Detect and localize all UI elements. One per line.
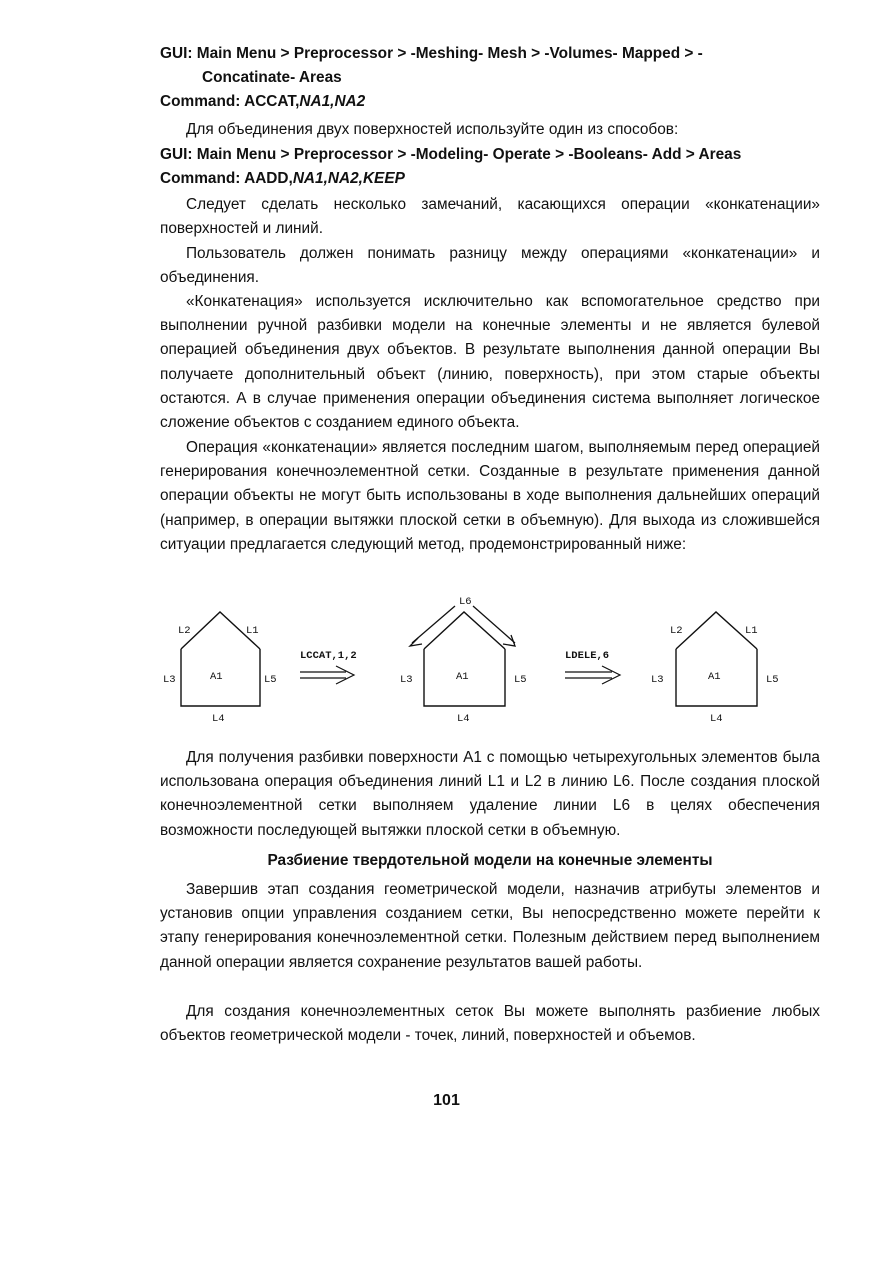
- gui-path-add-line: GUI: Main Menu > Preprocessor > -Modeling- Operate > -Booleans- Add > Areas: [160, 146, 742, 163]
- gui-path-line1: GUI: Main Menu > Preprocessor > -Meshing- Mesh > -Volumes- Mapped > -: [160, 45, 703, 62]
- command-accat-prefix: Command: ACCAT,: [160, 93, 300, 111]
- label-l3-b: L3: [400, 674, 413, 686]
- page-number: 101: [433, 1092, 460, 1109]
- paragraph-section-1: Завершив этап создания геометрической модели, назначив атрибуты элементов и установив опции управления созданием сетки, Вы непосредственно можете перейти к этапу генерирования конечноэлементной сетки. Полезным действием перед выполнением данной операции является сохранение результатов вашей работы.: [160, 881, 820, 971]
- label-l1-c: L1: [745, 625, 758, 637]
- paragraph-difference: Пользователь должен понимать разницу между операциями «конкатенации» и объединения.: [160, 245, 820, 287]
- gui-path-add-areas: [160, 143, 820, 191]
- label-l5-a: L5: [264, 674, 277, 686]
- paragraph-concatenation-definition: «Конкатенация» используется исключительно как вспомогательное средство при выполнении ручной разбивки модели на конечные элементы и не является булевой операцией объединения двух объектов. В результате выполнения данной операции Вы получаете дополнительный объект (линию, поверхность), при этом старые объекты остаются. А в случае применения операции объединения система выполняет логическое сложение объектов с созданием единого объекта.: [160, 293, 820, 432]
- label-l5-b: L5: [514, 674, 527, 686]
- arrow-lccat: [300, 650, 357, 684]
- label-a1-c: A1: [708, 671, 721, 683]
- gui-path-line2: Concatinate- Areas: [202, 69, 342, 87]
- house-after: [651, 612, 779, 725]
- command-aadd-prefix: Command: AADD,: [160, 170, 293, 188]
- label-l2-c: L2: [670, 625, 683, 637]
- label-l6: L6: [459, 596, 472, 608]
- arrow-ldele-label: LDELE,6: [565, 650, 610, 662]
- intro-union-text: Для объединения двух поверхностей используйте один из способов:: [186, 121, 679, 138]
- section-heading: Разбиение твердотельной модели на конечные элементы: [267, 852, 713, 869]
- paragraph-section-2: Для создания конечноэлементных сеток Вы можете выполнять разбиение любых объектов геометрической модели - точек, линий, поверхностей и объемов.: [160, 1003, 820, 1045]
- command-accat-args: NA1,NA2: [299, 93, 366, 111]
- label-l4-c: L4: [710, 713, 723, 725]
- label-l4-a: L4: [212, 713, 225, 725]
- label-a1-a: A1: [210, 671, 223, 683]
- label-a1-b: A1: [456, 671, 469, 683]
- house-concatenated-roof: [424, 612, 505, 649]
- label-l3-a: L3: [163, 674, 176, 686]
- command-accat: [160, 90, 820, 114]
- label-l2-a: L2: [178, 625, 191, 637]
- paragraph-remarks: Следует сделать несколько замечаний, касающихся операции «конкатенации» поверхностей и линий.: [160, 196, 820, 238]
- label-l3-c: L3: [651, 674, 664, 686]
- label-l5-c: L5: [766, 674, 779, 686]
- house-before: [163, 612, 277, 725]
- arrow-ldele: [565, 650, 620, 684]
- paragraph-concatenation-last-step: Операция «конкатенации» является последним шагом, выполняемым перед операцией генерирования конечноэлементной сетки. Созданные в результате применения данной операции объекты не могут быть использованы в ходе выполнения дальнейших операций (например, в операции вытяжки плоской сетки в объемную). Для выхода из сложившейся ситуации предлагается следующий метод, продемонстрированный ниже:: [160, 439, 820, 553]
- line-l6-right: [473, 606, 515, 643]
- label-l1-a: L1: [246, 625, 259, 637]
- line-l6-left: [412, 606, 455, 643]
- paragraph-after-diagram: Для получения разбивки поверхности A1 с помощью четырехугольных элементов была использована операция объединения линий L1 и L2 в линию L6. После создания плоской конечноэлементной сетки выполняем удаление линии L6 в целях обеспечения возможности последующей вытяжки плоской сетки в объемную.: [160, 749, 820, 839]
- house-concatenated: [400, 596, 527, 725]
- gui-path-concatenate: [160, 42, 820, 115]
- command-aadd-args: NA1,NA2,KEEP: [292, 170, 405, 188]
- arrow-lccat-label: LCCAT,1,2: [300, 650, 357, 662]
- label-l4-b: L4: [457, 713, 470, 725]
- concatenation-diagram: [160, 588, 800, 733]
- command-aadd: [160, 167, 820, 191]
